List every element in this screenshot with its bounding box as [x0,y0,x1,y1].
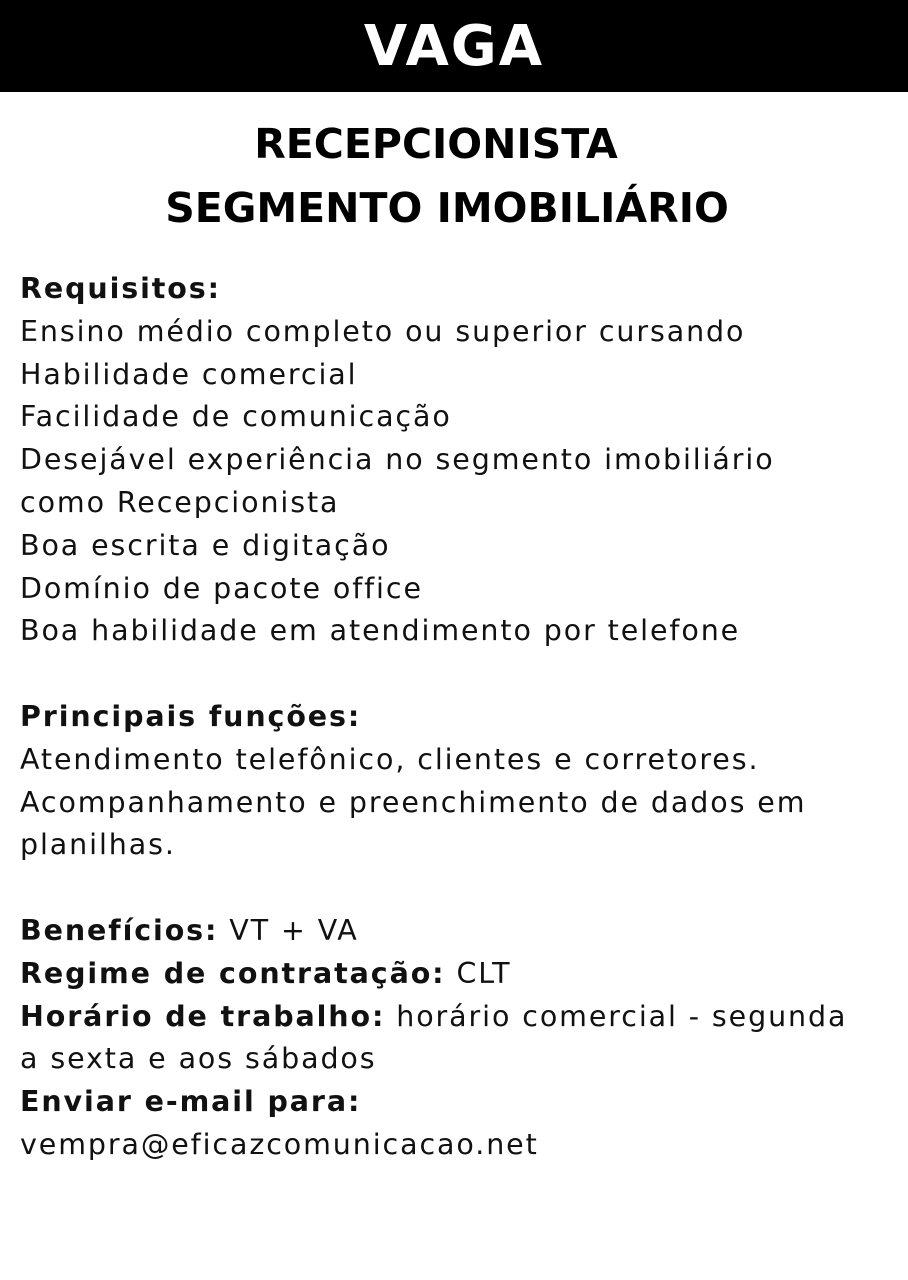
job-title: RECEPCIONISTA [254,120,618,168]
job-segment: SEGMENTO IMOBILIÁRIO [165,184,729,232]
benefits-row [20,910,900,953]
schedule-label: Horário de trabalho: [20,999,386,1033]
function-line: Atendimento telefônico, clientes e corretores. [20,742,760,776]
schedule-value: horário comercial - segunda [385,999,848,1033]
benefits-value: VT + VA [218,913,359,947]
functions-heading: Principais funções: [20,699,362,733]
email-label: Enviar e-mail para: [20,1085,362,1119]
requirement-item: Ensino médio completo ou superior cursando [20,314,746,348]
requirement-item: Domínio de pacote office [20,571,423,605]
email-address: vempra@eficazcomunicacao.net [20,1127,539,1161]
section-spacer [20,867,900,910]
requirement-item: como Recepcionista [20,485,340,519]
banner-title: VAGA [363,14,545,79]
section-spacer [20,653,900,696]
requirement-item: Habilidade comercial [20,357,358,391]
contract-label: Regime de contratação: [20,956,446,990]
header-banner [0,0,908,92]
function-line: Acompanhamento e preenchimento de dados em [20,785,807,819]
requirements-heading: Requisitos: [20,272,221,305]
requirement-item: Boa escrita e digitação [20,528,391,562]
job-description [20,268,900,1167]
requirement-item: Desejável experiência no segmento imobiliário [20,443,775,477]
requirement-item: Boa habilidade em atendimento por telefone [20,614,741,648]
schedule-continuation: a sexta e aos sábados [20,1042,377,1076]
contract-value: CLT [445,956,512,990]
function-line: planilhas. [20,828,176,862]
contract-row [20,953,900,996]
benefits-label: Benefícios: [20,913,219,947]
schedule-row [20,996,900,1039]
requirement-item: Facilidade de comunicação [20,400,452,434]
